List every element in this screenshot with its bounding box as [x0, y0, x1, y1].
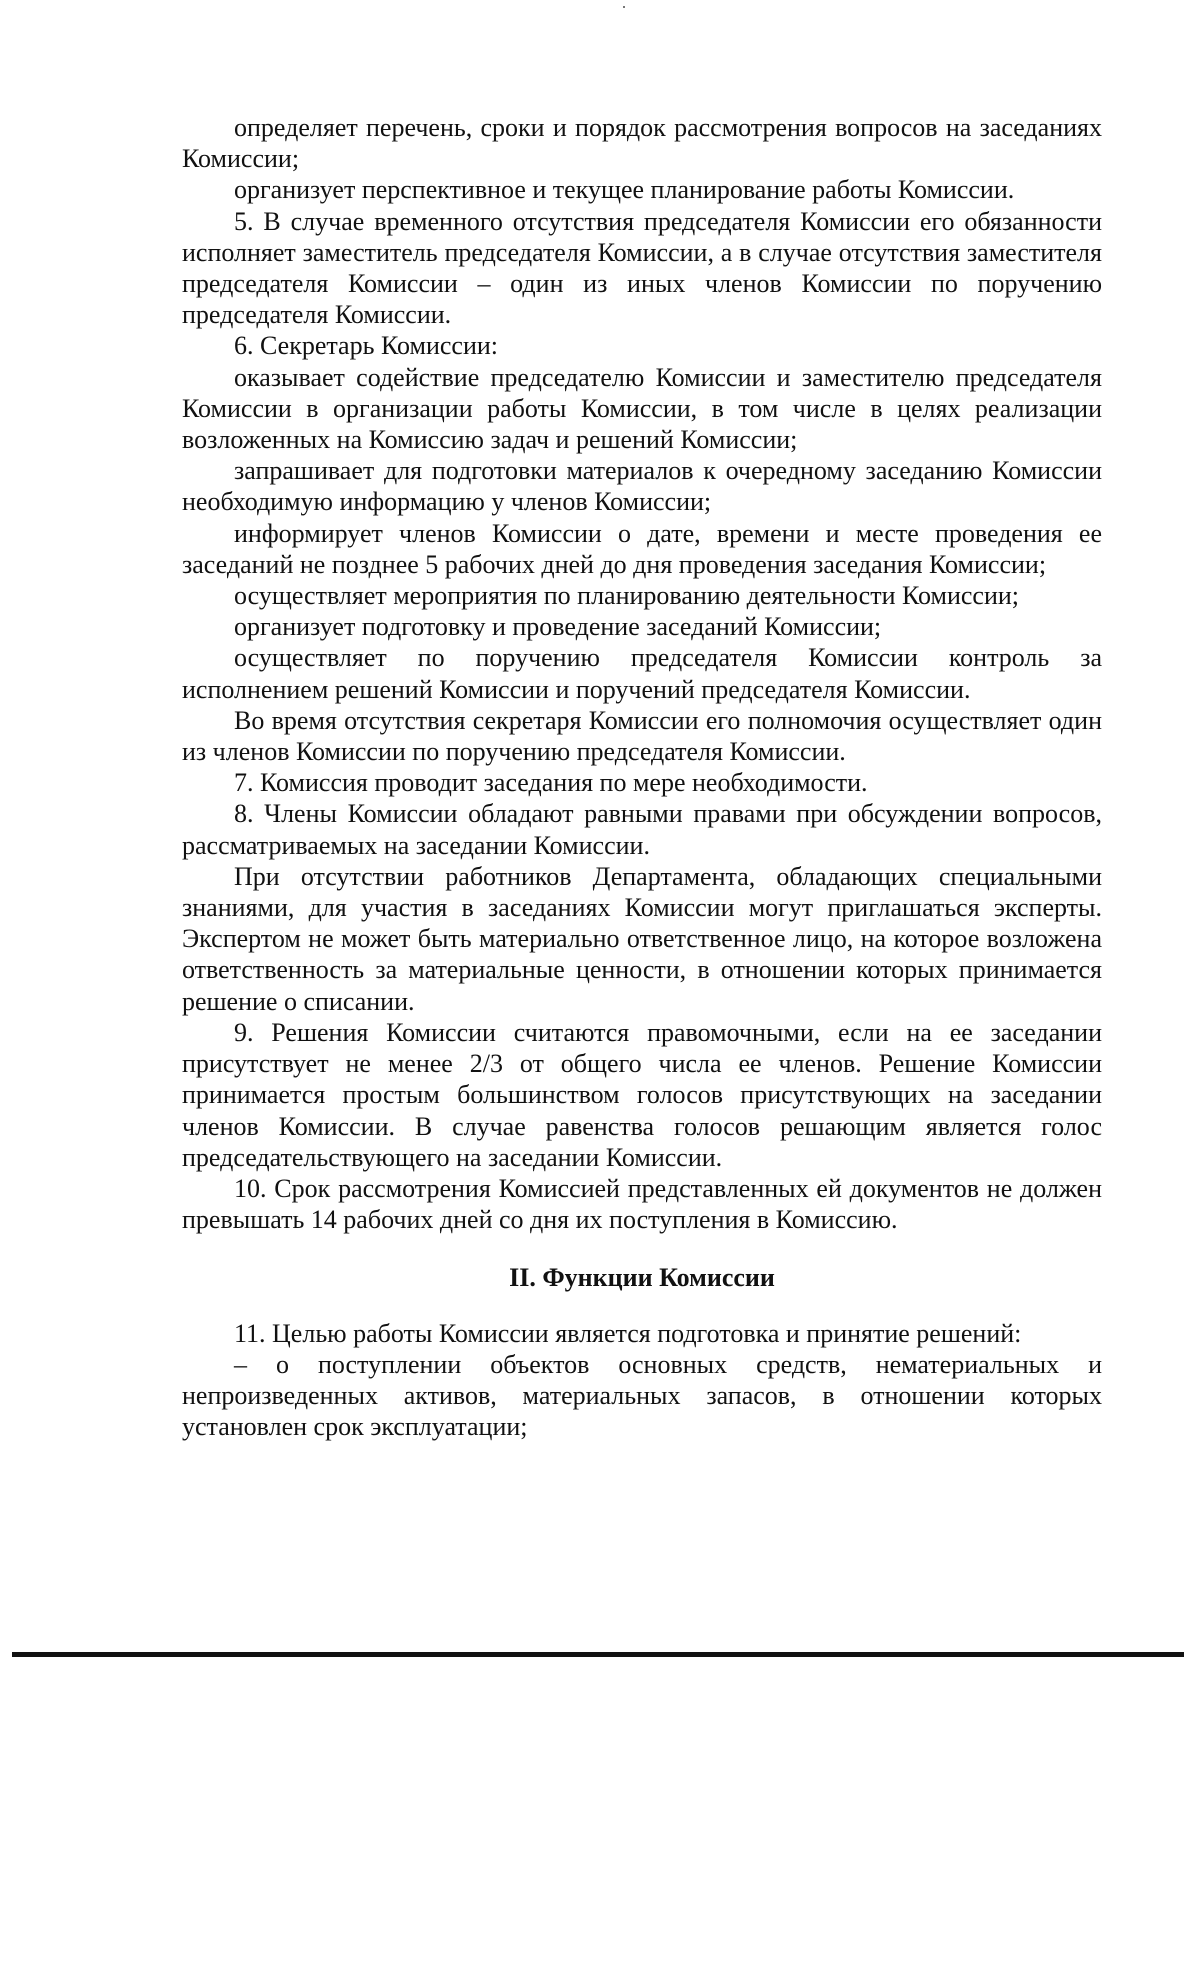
paragraph: 10. Срок рассмотрения Комиссией представленных ей документов не должен превышать 14 рабочих дней со дня их поступления в Комиссию.	[182, 1173, 1102, 1235]
scan-speck	[623, 6, 625, 8]
document-body	[182, 112, 1102, 1442]
paragraph: 7. Комиссия проводит заседания по мере необходимости.	[234, 768, 868, 798]
paragraph: осуществляет по поручению председателя Комиссии контроль за исполнением решений Комиссии и поручений председателя Комиссии.	[182, 643, 1102, 704]
paragraph: – о поступлении объектов основных средств, нематериальных и непроизведенных активов, материальных запасов, в отношении которых установлен срок эксплуатации;	[182, 1349, 1102, 1442]
paragraph: 6. Секретарь Комиссии:	[234, 331, 498, 361]
paragraph: 5. В случае временного отсутствия председателя Комиссии его обязанности исполняет заместитель председателя Комиссии, а в случае отсутствия заместителя председателя Комиссии – один из иных членов Комиссии по поручению председателя Комиссии.	[182, 206, 1102, 330]
horizontal-rule	[12, 1652, 1184, 1657]
paragraph: 8. Члены Комиссии обладают равными правами при обсуждении вопросов, рассматриваемых на заседании Комиссии.	[182, 799, 1102, 860]
paragraph: При отсутствии работников Департамента, обладающих специальными знаниями, для участия в заседаниях Комиссии могут приглашаться эксперты. Экспертом не может быть материально ответственное лицо, на которое возложена ответственность за материальные ценности, в отношении которых принимается решение о списании.	[182, 861, 1102, 1016]
section-heading: II. Функции Комиссии	[509, 1263, 775, 1293]
paragraph: оказывает содействие председателю Комиссии и заместителю председателя Комиссии в организации работы Комиссии, в том числе в целях реализации возложенных на Комиссию задач и решений Комиссии;	[182, 362, 1102, 455]
paragraph: 11. Целью работы Комиссии является подготовка и принятие решений:	[234, 1318, 1022, 1348]
paragraph: Во время отсутствия секретаря Комиссии его полномочия осуществляет один из членов Комиссии по поручению председателя Комиссии.	[182, 705, 1102, 767]
paragraph: запрашивает для подготовки материалов к очередному заседанию Комиссии необходимую информацию у членов Комиссии;	[182, 456, 1102, 517]
paragraph: организует перспективное и текущее планирование работы Комиссии.	[234, 175, 1015, 205]
paragraph: информирует членов Комиссии о дате, времени и месте проведения ее заседаний не позднее 5 рабочих дней до дня проведения заседания Комиссии;	[182, 518, 1102, 579]
paragraph: определяет перечень, сроки и порядок рассмотрения вопросов на заседаниях Комиссии;	[182, 113, 1102, 174]
paragraph: осуществляет мероприятия по планированию деятельности Комиссии;	[234, 581, 1020, 611]
paragraph: организует подготовку и проведение заседаний Комиссии;	[234, 612, 882, 642]
paragraph: 9. Решения Комиссии считаются правомочными, если на ее заседании присутствует не менее 2/3 от общего числа ее членов. Решение Комиссии принимается простым большинством голосов присутствующих на заседании членов Комиссии. В случае равенства голосов решающим является голос председательствующего на заседании Комиссии.	[182, 1017, 1102, 1172]
